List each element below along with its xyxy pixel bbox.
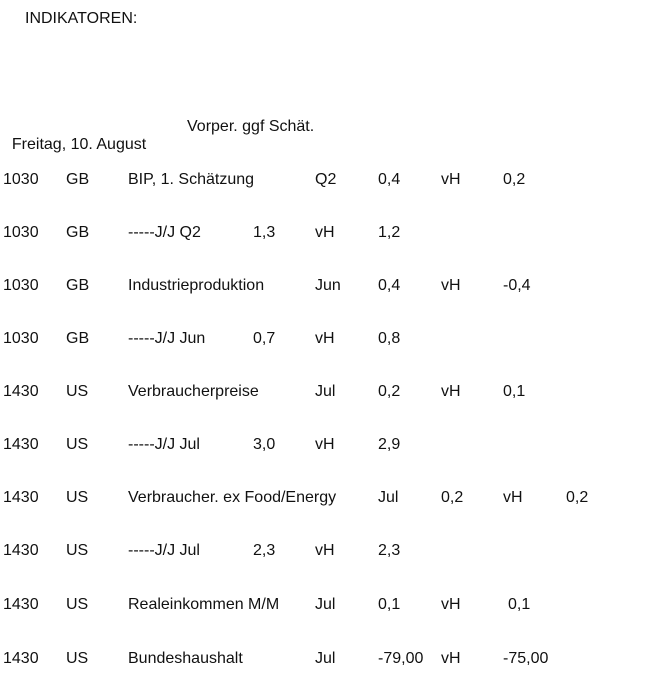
- table-cell: 0,8: [378, 330, 401, 347]
- table-cell: -0,4: [503, 277, 531, 294]
- table-cell: vH: [441, 171, 461, 188]
- table-cell: 1430: [3, 542, 39, 559]
- table-cell: 2,3: [378, 542, 401, 559]
- table-cell: 0,7: [253, 330, 276, 347]
- table-cell: US: [66, 542, 89, 559]
- table-cell: Verbraucher. ex Food/Energy: [128, 489, 337, 506]
- table-cell: 0,1: [503, 383, 526, 400]
- table-cell: vH: [441, 383, 461, 400]
- table-cell: Industrieproduktion: [128, 277, 265, 294]
- table-cell: 1430: [3, 383, 39, 400]
- table-row: [0, 383, 650, 405]
- table-row: [0, 436, 650, 458]
- table-cell: vH: [503, 489, 523, 506]
- table-cell: vH: [315, 436, 335, 453]
- table-cell: 0,4: [378, 277, 401, 294]
- table-cell: Bundeshaushalt: [128, 650, 243, 667]
- table-cell: GB: [66, 224, 90, 241]
- table-cell: vH: [441, 277, 461, 294]
- vorper-header-label: Vorper. ggf Schät.: [187, 118, 315, 135]
- table-cell: 1430: [3, 489, 39, 506]
- document-title: INDIKATOREN:: [25, 10, 138, 27]
- table-cell: Realeinkommen M/M: [128, 596, 280, 613]
- table-cell: Jun: [315, 277, 341, 294]
- table-cell: 0,4: [378, 171, 401, 188]
- table-cell: 1030: [3, 277, 39, 294]
- table-cell: vH: [441, 596, 461, 613]
- table-cell: Jul: [315, 650, 336, 667]
- date-label: Freitag, 10. August: [11, 136, 147, 153]
- table-cell: 2,9: [378, 436, 401, 453]
- table-cell: 1,2: [378, 224, 401, 241]
- table-row: [0, 542, 650, 564]
- table-row: [0, 277, 650, 299]
- table-cell: 1030: [3, 330, 39, 347]
- table-row: [0, 489, 650, 511]
- table-cell: 0,2: [503, 171, 526, 188]
- table-cell: GB: [66, 277, 90, 294]
- table-cell: Jul: [378, 489, 399, 506]
- table-cell: US: [66, 383, 89, 400]
- table-cell: 0,1: [508, 596, 531, 613]
- table-cell: 2,3: [253, 542, 276, 559]
- table-cell: -79,00: [378, 650, 424, 667]
- table-cell: 0,2: [566, 489, 589, 506]
- table-cell: US: [66, 436, 89, 453]
- table-row: [0, 330, 650, 352]
- table-cell: 1430: [3, 596, 39, 613]
- table-cell: vH: [315, 224, 335, 241]
- table-cell: 0,2: [378, 383, 401, 400]
- table-cell: GB: [66, 330, 90, 347]
- table-cell: -75,00: [503, 650, 549, 667]
- table-cell: GB: [66, 171, 90, 188]
- table-cell: -----J/J Jul: [128, 436, 200, 453]
- table-cell: 1430: [3, 650, 39, 667]
- table-cell: -----J/J Q2: [128, 224, 201, 241]
- table-cell: 1,3: [253, 224, 276, 241]
- table-row: [0, 224, 650, 246]
- table-cell: -----J/J Jul: [128, 542, 200, 559]
- table-cell: 0,2: [441, 489, 464, 506]
- table-cell: 1030: [3, 171, 39, 188]
- table-cell: 1030: [3, 224, 39, 241]
- table-cell: Q2: [315, 171, 337, 188]
- table-cell: Jul: [315, 383, 336, 400]
- table-cell: US: [66, 650, 89, 667]
- table-cell: -----J/J Jun: [128, 330, 206, 347]
- table-cell: 0,1: [378, 596, 401, 613]
- table-row: [0, 171, 650, 193]
- table-cell: Verbraucherpreise: [128, 383, 259, 400]
- table-cell: vH: [315, 330, 335, 347]
- table-cell: Jul: [315, 596, 336, 613]
- table-row: [0, 650, 650, 672]
- table-cell: vH: [441, 650, 461, 667]
- date-header-line: [3, 118, 315, 172]
- table-cell: BIP, 1. Schätzung: [128, 171, 255, 188]
- table-cell: US: [66, 596, 89, 613]
- table-row: [0, 596, 650, 618]
- table-cell: 3,0: [253, 436, 276, 453]
- table-cell: vH: [315, 542, 335, 559]
- table-cell: US: [66, 489, 89, 506]
- table-cell: 1430: [3, 436, 39, 453]
